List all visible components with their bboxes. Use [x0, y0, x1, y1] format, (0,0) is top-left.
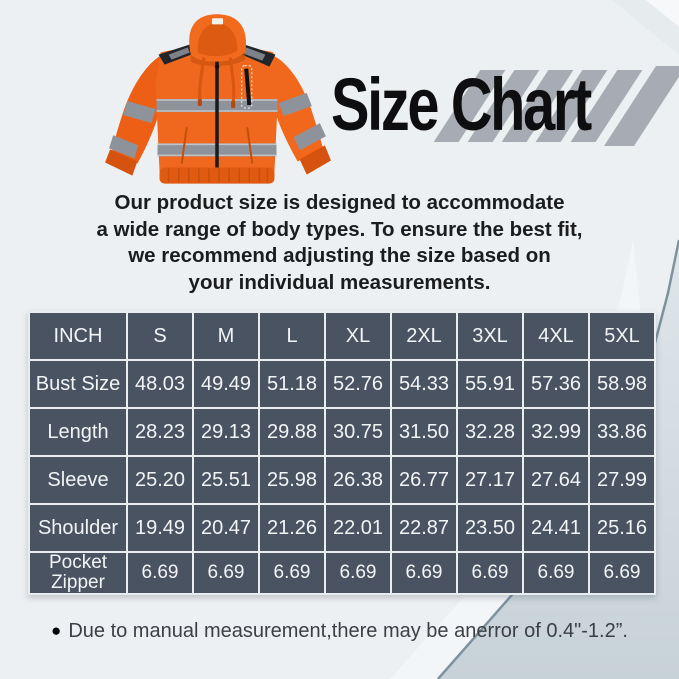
size-header-cell: L: [259, 312, 325, 360]
size-value-cell: 6.69: [193, 552, 259, 594]
size-header-cell: S: [127, 312, 193, 360]
size-header-cell: M: [193, 312, 259, 360]
size-description: [0, 190, 679, 296]
table-row: [29, 408, 655, 456]
size-value-cell: 26.77: [391, 456, 457, 504]
size-value-cell: 20.47: [193, 504, 259, 552]
size-value-cell: 51.18: [259, 360, 325, 408]
size-value-cell: 23.50: [457, 504, 523, 552]
table-header-row: [29, 312, 655, 360]
row-label-cell: Length: [29, 408, 127, 456]
size-header-cell: 2XL: [391, 312, 457, 360]
description-line: Our product size is designed to accommodate: [114, 191, 565, 214]
size-value-cell: 52.76: [325, 360, 391, 408]
size-value-cell: 24.41: [523, 504, 589, 552]
page-title: Size Chart: [331, 63, 590, 146]
table-row: [29, 360, 655, 408]
size-value-cell: 6.69: [523, 552, 589, 594]
row-label-cell: Pocket Zipper: [29, 552, 127, 594]
size-value-cell: 25.20: [127, 456, 193, 504]
size-value-cell: 58.98: [589, 360, 655, 408]
size-value-cell: 57.36: [523, 360, 589, 408]
table-row: [29, 552, 655, 594]
size-value-cell: 55.91: [457, 360, 523, 408]
size-value-cell: 25.16: [589, 504, 655, 552]
size-value-cell: 22.87: [391, 504, 457, 552]
size-value-cell: 21.26: [259, 504, 325, 552]
size-value-cell: 29.13: [193, 408, 259, 456]
row-label-cell: Shoulder: [29, 504, 127, 552]
product-image: [96, 10, 338, 202]
size-value-cell: 30.75: [325, 408, 391, 456]
size-value-cell: 6.69: [391, 552, 457, 594]
size-value-cell: 25.51: [193, 456, 259, 504]
size-value-cell: 6.69: [457, 552, 523, 594]
measurement-note: [0, 620, 679, 643]
size-header-cell: XL: [325, 312, 391, 360]
size-value-cell: 33.86: [589, 408, 655, 456]
size-value-cell: 27.17: [457, 456, 523, 504]
unit-header-cell: INCH: [29, 312, 127, 360]
size-value-cell: 6.69: [589, 552, 655, 594]
size-value-cell: 6.69: [127, 552, 193, 594]
hi-vis-jacket-illustration: [96, 10, 338, 202]
bullet-icon: ●: [51, 621, 62, 640]
table-row: [29, 456, 655, 504]
size-value-cell: 54.33: [391, 360, 457, 408]
size-value-cell: 25.98: [259, 456, 325, 504]
size-value-cell: 31.50: [391, 408, 457, 456]
size-value-cell: 26.38: [325, 456, 391, 504]
table-row: [29, 504, 655, 552]
description-line: we recommend adjusting the size based on: [128, 244, 551, 267]
size-value-cell: 49.49: [193, 360, 259, 408]
size-table: [28, 311, 656, 595]
size-value-cell: 48.03: [127, 360, 193, 408]
size-value-cell: 6.69: [259, 552, 325, 594]
title-block: [331, 58, 676, 158]
size-header-cell: 4XL: [523, 312, 589, 360]
size-value-cell: 32.28: [457, 408, 523, 456]
size-value-cell: 27.64: [523, 456, 589, 504]
size-header-cell: 3XL: [457, 312, 523, 360]
description-line: your individual measurements.: [188, 270, 491, 294]
size-header-cell: 5XL: [589, 312, 655, 360]
description-line: a wide range of body types. To ensure the best fit,: [96, 217, 583, 241]
row-label-cell: Sleeve: [29, 456, 127, 504]
size-value-cell: 29.88: [259, 408, 325, 456]
size-value-cell: 22.01: [325, 504, 391, 552]
size-value-cell: 6.69: [325, 552, 391, 594]
size-value-cell: 32.99: [523, 408, 589, 456]
size-value-cell: 27.99: [589, 456, 655, 504]
size-value-cell: 19.49: [127, 504, 193, 552]
row-label-cell: Bust Size: [29, 360, 127, 408]
measurement-note-text: Due to manual measurement,there may be anerror of 0.4"-1.2”.: [68, 620, 628, 642]
size-value-cell: 28.23: [127, 408, 193, 456]
